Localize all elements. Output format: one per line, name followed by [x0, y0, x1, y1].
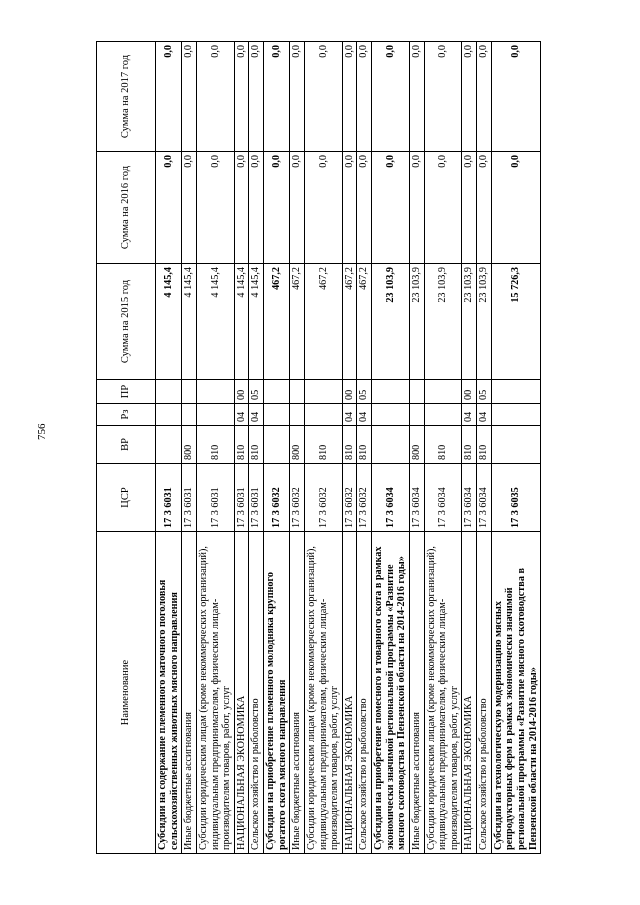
cell-csr: 17 3 6035: [491, 464, 541, 532]
cell-pr: 05: [357, 380, 372, 404]
cell-csr: 17 3 6031: [249, 464, 264, 532]
table-body: [156, 42, 541, 854]
cell-rz: [264, 404, 290, 426]
cell-csr: 17 3 6031: [182, 464, 197, 532]
table-row: [372, 42, 410, 854]
header-csr: ЦСР: [97, 464, 156, 532]
cell-pr: [264, 380, 290, 404]
cell-sum-2017: 0,0: [234, 42, 249, 152]
cell-sum-2016: 0,0: [409, 152, 424, 264]
cell-csr: 17 3 6034: [409, 464, 424, 532]
cell-sum-2017: 0,0: [156, 42, 182, 152]
cell-sum-2017: 0,0: [264, 42, 290, 152]
cell-vr: 800: [182, 426, 197, 464]
cell-vr: 810: [357, 426, 372, 464]
cell-rz: 04: [357, 404, 372, 426]
cell-name: Субсидии юридическим лицам (кроме некоммерческих организаций), индивидуальным предпринимателям, физическим лицам-производителям товаров, работ, услуг: [196, 532, 234, 854]
cell-sum-2017: 0,0: [290, 42, 305, 152]
cell-sum-2016: 0,0: [264, 152, 290, 264]
cell-name: Иные бюджетные ассигнования: [290, 532, 305, 854]
cell-sum-2015: 15 726,3: [491, 264, 541, 380]
cell-rz: [372, 404, 410, 426]
cell-pr: [304, 380, 342, 404]
cell-sum-2017: 0,0: [462, 42, 477, 152]
cell-name: Субсидии юридическим лицам (кроме некоммерческих организаций), индивидуальным предпринимателям, физическим лицам-производителям товаров, работ, услуг: [424, 532, 462, 854]
cell-rz: [304, 404, 342, 426]
cell-rz: 04: [234, 404, 249, 426]
cell-sum-2016: 0,0: [372, 152, 410, 264]
page-number: 756: [36, 423, 48, 440]
cell-sum-2017: 0,0: [342, 42, 357, 152]
cell-sum-2015: 4 145,4: [249, 264, 264, 380]
cell-csr: 17 3 6031: [156, 464, 182, 532]
header-sum-2017: Сумма на 2017 год: [97, 42, 156, 152]
cell-sum-2017: 0,0: [477, 42, 492, 152]
cell-csr: 17 3 6034: [462, 464, 477, 532]
cell-sum-2016: 0,0: [290, 152, 305, 264]
header-sum-2015: Сумма на 2015 год: [97, 264, 156, 380]
cell-sum-2015: 467,2: [304, 264, 342, 380]
cell-pr: [409, 380, 424, 404]
cell-sum-2017: 0,0: [409, 42, 424, 152]
table-row: [491, 42, 541, 854]
cell-vr: 810: [304, 426, 342, 464]
cell-sum-2015: 23 103,9: [409, 264, 424, 380]
cell-rz: [196, 404, 234, 426]
header-sum-2016: Сумма на 2016 год: [97, 152, 156, 264]
cell-rz: 04: [249, 404, 264, 426]
cell-sum-2015: 23 103,9: [372, 264, 410, 380]
cell-csr: 17 3 6031: [234, 464, 249, 532]
cell-sum-2015: 467,2: [290, 264, 305, 380]
table-row: [304, 42, 342, 854]
cell-name: Субсидии на содержание племенного маточного поголовья сельскохозяйственных животных мясного направления: [156, 532, 182, 854]
cell-sum-2015: 23 103,9: [424, 264, 462, 380]
cell-name: Субсидии на приобретение помесного и товарного скота в рамках экономически значимой региональной программы «Развитие мясного скотоводства в Пензенской области на 2014-2016 годы»: [372, 532, 410, 854]
cell-sum-2016: 0,0: [156, 152, 182, 264]
header-vr: ВР: [97, 426, 156, 464]
header-name: Наименование: [97, 532, 156, 854]
cell-vr: 800: [290, 426, 305, 464]
cell-vr: 800: [409, 426, 424, 464]
cell-rz: [290, 404, 305, 426]
cell-csr: 17 3 6032: [342, 464, 357, 532]
cell-vr: 810: [424, 426, 462, 464]
table-row: [424, 42, 462, 854]
cell-name: Иные бюджетные ассигнования: [182, 532, 197, 854]
cell-rz: [424, 404, 462, 426]
cell-sum-2017: 0,0: [182, 42, 197, 152]
cell-vr: 810: [234, 426, 249, 464]
cell-sum-2017: 0,0: [491, 42, 541, 152]
cell-sum-2015: 467,2: [357, 264, 372, 380]
cell-sum-2017: 0,0: [196, 42, 234, 152]
cell-pr: [182, 380, 197, 404]
cell-sum-2015: 23 103,9: [462, 264, 477, 380]
cell-pr: [491, 380, 541, 404]
table-row: [357, 42, 372, 854]
budget-table: [96, 41, 541, 854]
cell-csr: 17 3 6031: [196, 464, 234, 532]
cell-name: НАЦИОНАЛЬНАЯ ЭКОНОМИКА: [342, 532, 357, 854]
cell-name: Субсидии юридическим лицам (кроме некоммерческих организаций), индивидуальным предпринимателям, физическим лицам-производителям товаров, работ, услуг: [304, 532, 342, 854]
cell-sum-2017: 0,0: [424, 42, 462, 152]
cell-sum-2017: 0,0: [249, 42, 264, 152]
table-row: [249, 42, 264, 854]
cell-name: Иные бюджетные ассигнования: [409, 532, 424, 854]
cell-vr: [264, 426, 290, 464]
cell-sum-2015: 4 145,4: [234, 264, 249, 380]
cell-vr: [491, 426, 541, 464]
cell-name: Субсидии на технологическую модернизацию мясных репродукторных ферм в рамках экономически значимой региональной программы «Развитие мясного скотоводства в Пензенской области на 2014-2016 годы»: [491, 532, 541, 854]
cell-sum-2017: 0,0: [372, 42, 410, 152]
cell-rz: 04: [342, 404, 357, 426]
table-row: [342, 42, 357, 854]
cell-sum-2017: 0,0: [304, 42, 342, 152]
cell-sum-2016: 0,0: [342, 152, 357, 264]
cell-csr: 17 3 6032: [264, 464, 290, 532]
cell-pr: 00: [462, 380, 477, 404]
cell-rz: [156, 404, 182, 426]
cell-vr: 810: [342, 426, 357, 464]
cell-csr: 17 3 6032: [290, 464, 305, 532]
cell-csr: 17 3 6034: [477, 464, 492, 532]
cell-pr: 00: [234, 380, 249, 404]
cell-sum-2016: 0,0: [182, 152, 197, 264]
cell-csr: 17 3 6032: [357, 464, 372, 532]
table-header-row: [97, 42, 156, 854]
cell-name: НАЦИОНАЛЬНАЯ ЭКОНОМИКА: [462, 532, 477, 854]
cell-vr: 810: [477, 426, 492, 464]
cell-sum-2016: 0,0: [196, 152, 234, 264]
cell-rz: 04: [477, 404, 492, 426]
cell-sum-2016: 0,0: [477, 152, 492, 264]
cell-sum-2016: 0,0: [491, 152, 541, 264]
cell-rz: [491, 404, 541, 426]
rotated-table-wrapper: [96, 42, 556, 854]
cell-sum-2016: 0,0: [304, 152, 342, 264]
table-row: [264, 42, 290, 854]
cell-vr: 810: [249, 426, 264, 464]
cell-pr: [156, 380, 182, 404]
cell-vr: [372, 426, 410, 464]
cell-sum-2016: 0,0: [249, 152, 264, 264]
cell-sum-2016: 0,0: [424, 152, 462, 264]
cell-sum-2015: 23 103,9: [477, 264, 492, 380]
cell-sum-2016: 0,0: [462, 152, 477, 264]
cell-sum-2016: 0,0: [234, 152, 249, 264]
cell-sum-2015: 467,2: [342, 264, 357, 380]
cell-vr: 810: [196, 426, 234, 464]
cell-pr: 00: [342, 380, 357, 404]
cell-sum-2015: 4 145,4: [196, 264, 234, 380]
cell-sum-2017: 0,0: [357, 42, 372, 152]
header-rz: Рз: [97, 404, 156, 426]
cell-name: Сельское хозяйство и рыболовство: [249, 532, 264, 854]
cell-sum-2015: 467,2: [264, 264, 290, 380]
header-pr: ПР: [97, 380, 156, 404]
cell-pr: [372, 380, 410, 404]
cell-pr: 05: [249, 380, 264, 404]
table-row: [182, 42, 197, 854]
table-row: [234, 42, 249, 854]
cell-csr: 17 3 6032: [304, 464, 342, 532]
cell-rz: [182, 404, 197, 426]
cell-name: Субсидии на приобретение племенного молодняка крупного рогатого скота мясного направления: [264, 532, 290, 854]
cell-pr: 05: [477, 380, 492, 404]
table-row: [196, 42, 234, 854]
cell-pr: [290, 380, 305, 404]
cell-name: Сельское хозяйство и рыболовство: [357, 532, 372, 854]
cell-rz: [409, 404, 424, 426]
cell-csr: 17 3 6034: [424, 464, 462, 532]
cell-csr: 17 3 6034: [372, 464, 410, 532]
table-row: [477, 42, 492, 854]
cell-sum-2016: 0,0: [357, 152, 372, 264]
cell-vr: [156, 426, 182, 464]
table-row: [290, 42, 305, 854]
cell-pr: [424, 380, 462, 404]
cell-sum-2015: 4 145,4: [156, 264, 182, 380]
cell-vr: 810: [462, 426, 477, 464]
cell-name: НАЦИОНАЛЬНАЯ ЭКОНОМИКА: [234, 532, 249, 854]
cell-pr: [196, 380, 234, 404]
table-row: [156, 42, 182, 854]
cell-sum-2015: 4 145,4: [182, 264, 197, 380]
cell-name: Сельское хозяйство и рыболовство: [477, 532, 492, 854]
table-row: [409, 42, 424, 854]
table-row: [462, 42, 477, 854]
cell-rz: 04: [462, 404, 477, 426]
